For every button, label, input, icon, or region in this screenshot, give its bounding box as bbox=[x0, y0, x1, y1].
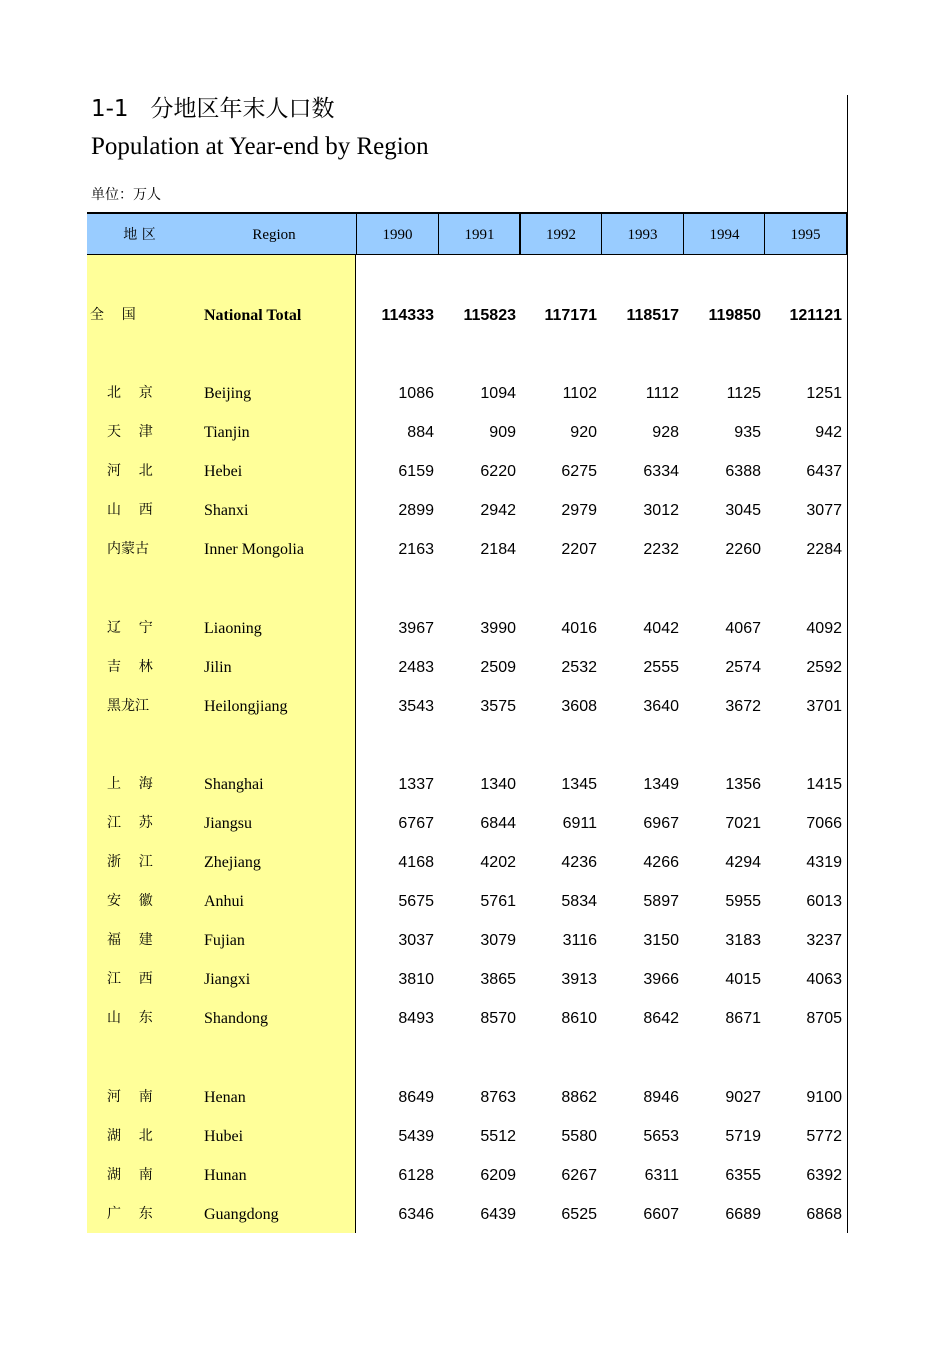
value-cell-1992: 117171 bbox=[544, 307, 597, 324]
value-cell-1992: 2979 bbox=[561, 502, 597, 519]
value-cell-1994: 6388 bbox=[725, 463, 761, 480]
region-name-en: Beijing bbox=[204, 385, 252, 402]
table-row bbox=[87, 804, 848, 843]
value-cell-1992: 4236 bbox=[561, 854, 597, 871]
unit-label: 单位：万人 bbox=[91, 187, 161, 203]
value-cell-1993: 118517 bbox=[626, 307, 679, 324]
value-cell-1991: 5761 bbox=[480, 893, 516, 910]
value-cell-1995: 6392 bbox=[806, 1167, 842, 1184]
value-cell-1990: 2163 bbox=[398, 541, 434, 558]
table-row bbox=[87, 530, 848, 569]
value-cell-1992: 4016 bbox=[561, 620, 597, 637]
value-cell-1994: 4067 bbox=[725, 620, 761, 637]
value-cell-1993: 6967 bbox=[643, 815, 679, 832]
value-cell-1994: 1125 bbox=[726, 385, 761, 402]
value-cell-1995: 5772 bbox=[806, 1128, 842, 1145]
header-year-1995: 1995 bbox=[764, 214, 848, 254]
region-name-cn: 吉 林 bbox=[107, 659, 153, 675]
value-cell-1994: 4294 bbox=[725, 854, 761, 871]
value-cell-1993: 1112 bbox=[645, 385, 679, 402]
region-name-cn: 福 建 bbox=[107, 932, 153, 948]
table-row bbox=[87, 413, 848, 452]
region-name-en: Fujian bbox=[204, 932, 245, 949]
value-cell-1995: 6437 bbox=[806, 463, 842, 480]
region-name-en: Tianjin bbox=[204, 424, 250, 441]
value-cell-1990: 4168 bbox=[398, 854, 434, 871]
value-cell-1990: 5439 bbox=[398, 1128, 434, 1145]
value-cell-1990: 3810 bbox=[398, 971, 434, 988]
value-cell-1990: 6128 bbox=[398, 1167, 434, 1184]
table-row bbox=[87, 765, 848, 804]
value-cell-1995: 1415 bbox=[806, 776, 842, 793]
value-cell-1990: 8649 bbox=[398, 1089, 434, 1106]
region-name-cn: 上 海 bbox=[107, 776, 153, 792]
header-year-1992: 1992 bbox=[519, 214, 601, 254]
page-title-cn: 1-1 分地区年末人口数 bbox=[91, 96, 335, 122]
value-cell-1993: 2555 bbox=[643, 659, 679, 676]
value-cell-1992: 6525 bbox=[561, 1206, 597, 1223]
value-cell-1993: 6334 bbox=[643, 463, 679, 480]
region-name-en: Guangdong bbox=[204, 1206, 279, 1223]
value-cell-1995: 1251 bbox=[806, 385, 842, 402]
value-cell-1994: 935 bbox=[734, 424, 761, 441]
table-row bbox=[87, 609, 848, 648]
value-cell-1991: 5512 bbox=[480, 1128, 516, 1145]
value-cell-1995: 3077 bbox=[806, 502, 842, 519]
value-cell-1995: 3701 bbox=[806, 698, 842, 715]
value-cell-1995: 4063 bbox=[806, 971, 842, 988]
region-name-en: Hebei bbox=[204, 463, 243, 480]
value-cell-1993: 2232 bbox=[643, 541, 679, 558]
value-cell-1993: 928 bbox=[652, 424, 679, 441]
region-name-en: Hunan bbox=[204, 1167, 247, 1184]
value-cell-1993: 6607 bbox=[643, 1206, 679, 1223]
region-name-en: Heilongjiang bbox=[204, 698, 288, 715]
region-name-cn: 江 苏 bbox=[107, 815, 153, 831]
region-name-cn: 山 东 bbox=[107, 1010, 153, 1026]
value-cell-1992: 2532 bbox=[561, 659, 597, 676]
value-cell-1990: 3037 bbox=[398, 932, 434, 949]
table-row bbox=[87, 1078, 848, 1117]
value-cell-1992: 6267 bbox=[561, 1167, 597, 1184]
value-cell-1991: 909 bbox=[489, 424, 516, 441]
value-cell-1994: 4015 bbox=[725, 971, 761, 988]
value-cell-1994: 119850 bbox=[708, 307, 761, 324]
region-name-cn: 湖 南 bbox=[107, 1167, 153, 1183]
value-cell-1990: 3967 bbox=[398, 620, 434, 637]
region-name-cn: 内蒙古 bbox=[107, 541, 149, 557]
table-row bbox=[87, 1156, 848, 1195]
value-cell-1994: 5719 bbox=[725, 1128, 761, 1145]
value-cell-1993: 3640 bbox=[643, 698, 679, 715]
region-name-en: Inner Mongolia bbox=[204, 541, 304, 558]
table-row bbox=[87, 843, 848, 882]
page-title-en: Population at Year-end by Region bbox=[91, 133, 429, 160]
value-cell-1993: 8642 bbox=[643, 1010, 679, 1027]
table-row bbox=[87, 374, 848, 413]
region-name-en: Henan bbox=[204, 1089, 246, 1106]
value-cell-1991: 3079 bbox=[480, 932, 516, 949]
table-row bbox=[87, 960, 848, 999]
value-cell-1994: 3672 bbox=[725, 698, 761, 715]
region-name-en: Hubei bbox=[204, 1128, 244, 1145]
value-cell-1992: 5834 bbox=[561, 893, 597, 910]
region-name-cn: 山 西 bbox=[107, 502, 153, 518]
value-cell-1991: 1340 bbox=[480, 776, 516, 793]
value-cell-1992: 1345 bbox=[561, 776, 597, 793]
value-cell-1995: 121121 bbox=[789, 307, 842, 324]
value-cell-1995: 2592 bbox=[806, 659, 842, 676]
table-row-total bbox=[87, 296, 848, 335]
region-name-en: Zhejiang bbox=[204, 854, 261, 871]
value-cell-1993: 4042 bbox=[643, 620, 679, 637]
value-cell-1991: 2184 bbox=[480, 541, 516, 558]
value-cell-1991: 8570 bbox=[480, 1010, 516, 1027]
table-row bbox=[87, 999, 848, 1038]
value-cell-1990: 6346 bbox=[398, 1206, 434, 1223]
region-name-en: Jiangxi bbox=[204, 971, 251, 988]
value-cell-1991: 2942 bbox=[480, 502, 516, 519]
table-row bbox=[87, 687, 848, 726]
value-cell-1992: 6911 bbox=[562, 815, 597, 832]
value-cell-1993: 3012 bbox=[643, 502, 679, 519]
value-cell-1993: 3966 bbox=[643, 971, 679, 988]
table-row bbox=[87, 1195, 848, 1234]
value-cell-1995: 2284 bbox=[806, 541, 842, 558]
value-cell-1991: 6220 bbox=[480, 463, 516, 480]
header-year-1993: 1993 bbox=[601, 214, 683, 254]
value-cell-1990: 2899 bbox=[398, 502, 434, 519]
value-cell-1994: 9027 bbox=[725, 1089, 761, 1106]
region-name-en: National Total bbox=[204, 307, 302, 324]
value-cell-1991: 8763 bbox=[480, 1089, 516, 1106]
value-cell-1995: 7066 bbox=[806, 815, 842, 832]
value-cell-1990: 1086 bbox=[398, 385, 434, 402]
value-cell-1993: 4266 bbox=[643, 854, 679, 871]
table-row bbox=[87, 882, 848, 921]
table-row bbox=[87, 921, 848, 960]
region-name-cn: 湖 北 bbox=[107, 1128, 153, 1144]
table-row bbox=[87, 491, 848, 530]
value-cell-1992: 2207 bbox=[561, 541, 597, 558]
value-cell-1992: 3913 bbox=[561, 971, 597, 988]
value-cell-1995: 4319 bbox=[806, 854, 842, 871]
value-cell-1994: 6689 bbox=[725, 1206, 761, 1223]
value-cell-1995: 8705 bbox=[806, 1010, 842, 1027]
value-cell-1992: 3116 bbox=[562, 932, 597, 949]
region-name-cn: 黑龙江 bbox=[107, 698, 149, 714]
value-cell-1992: 8610 bbox=[561, 1010, 597, 1027]
region-name-cn: 天 津 bbox=[107, 424, 153, 440]
value-cell-1990: 114333 bbox=[381, 307, 434, 324]
value-cell-1993: 5897 bbox=[643, 893, 679, 910]
value-cell-1992: 3608 bbox=[561, 698, 597, 715]
value-cell-1990: 3543 bbox=[398, 698, 434, 715]
region-name-cn: 北 京 bbox=[107, 385, 153, 401]
value-cell-1994: 6355 bbox=[725, 1167, 761, 1184]
value-cell-1993: 8946 bbox=[643, 1089, 679, 1106]
value-cell-1991: 3575 bbox=[480, 698, 516, 715]
value-cell-1991: 2509 bbox=[480, 659, 516, 676]
header-year-1990: 1990 bbox=[356, 214, 438, 254]
value-cell-1991: 6844 bbox=[480, 815, 516, 832]
value-cell-1994: 2574 bbox=[725, 659, 761, 676]
table-header bbox=[87, 212, 848, 255]
value-cell-1995: 4092 bbox=[806, 620, 842, 637]
value-cell-1991: 3865 bbox=[480, 971, 516, 988]
header-year-1994: 1994 bbox=[683, 214, 765, 254]
region-name-en: Shanghai bbox=[204, 776, 264, 793]
value-cell-1994: 1356 bbox=[725, 776, 761, 793]
value-cell-1990: 5675 bbox=[398, 893, 434, 910]
value-cell-1992: 1102 bbox=[562, 385, 597, 402]
value-cell-1994: 7021 bbox=[725, 815, 761, 832]
value-cell-1991: 4202 bbox=[480, 854, 516, 871]
value-cell-1990: 6159 bbox=[398, 463, 434, 480]
value-cell-1995: 9100 bbox=[806, 1089, 842, 1106]
table-row bbox=[87, 1117, 848, 1156]
value-cell-1992: 5580 bbox=[561, 1128, 597, 1145]
region-name-cn: 浙 江 bbox=[107, 854, 153, 870]
region-name-en: Anhui bbox=[204, 893, 244, 910]
value-cell-1994: 2260 bbox=[725, 541, 761, 558]
value-cell-1993: 6311 bbox=[644, 1167, 679, 1184]
value-cell-1992: 920 bbox=[570, 424, 597, 441]
region-name-cn: 安 徽 bbox=[107, 893, 153, 909]
region-name-en: Shanxi bbox=[204, 502, 249, 519]
region-name-cn: 辽 宁 bbox=[107, 620, 153, 636]
value-cell-1990: 884 bbox=[407, 424, 434, 441]
header-region-cn: 地 区 bbox=[123, 227, 156, 243]
value-cell-1991: 115823 bbox=[463, 307, 516, 324]
value-cell-1993: 1349 bbox=[643, 776, 679, 793]
value-cell-1995: 3237 bbox=[806, 932, 842, 949]
value-cell-1994: 3183 bbox=[725, 932, 761, 949]
value-cell-1992: 6275 bbox=[561, 463, 597, 480]
value-cell-1991: 6209 bbox=[480, 1167, 516, 1184]
region-name-en: Jilin bbox=[204, 659, 232, 676]
value-cell-1992: 8862 bbox=[561, 1089, 597, 1106]
value-cell-1991: 6439 bbox=[480, 1206, 516, 1223]
value-cell-1994: 3045 bbox=[725, 502, 761, 519]
header-region-en: Region bbox=[252, 227, 296, 243]
region-name-cn: 河 南 bbox=[107, 1089, 153, 1105]
table-row bbox=[87, 452, 848, 491]
region-name-en: Shandong bbox=[204, 1010, 268, 1027]
table-row bbox=[87, 648, 848, 687]
value-cell-1995: 942 bbox=[815, 424, 842, 441]
value-cell-1990: 2483 bbox=[398, 659, 434, 676]
value-cell-1990: 8493 bbox=[398, 1010, 434, 1027]
value-cell-1995: 6013 bbox=[806, 893, 842, 910]
value-cell-1995: 6868 bbox=[806, 1206, 842, 1223]
value-cell-1990: 1337 bbox=[398, 776, 434, 793]
region-name-cn: 全 国 bbox=[90, 307, 136, 323]
region-name-cn: 广 东 bbox=[107, 1206, 153, 1222]
region-name-cn: 江 西 bbox=[107, 971, 153, 987]
value-cell-1991: 3990 bbox=[480, 620, 516, 637]
value-cell-1993: 3150 bbox=[643, 932, 679, 949]
region-name-en: Jiangsu bbox=[204, 815, 252, 832]
region-name-en: Liaoning bbox=[204, 620, 262, 637]
value-cell-1991: 1094 bbox=[480, 385, 516, 402]
value-cell-1990: 6767 bbox=[398, 815, 434, 832]
value-cell-1993: 5653 bbox=[643, 1128, 679, 1145]
region-name-cn: 河 北 bbox=[107, 463, 153, 479]
value-cell-1994: 8671 bbox=[725, 1010, 761, 1027]
header-year-1991: 1991 bbox=[438, 214, 520, 254]
value-cell-1994: 5955 bbox=[725, 893, 761, 910]
